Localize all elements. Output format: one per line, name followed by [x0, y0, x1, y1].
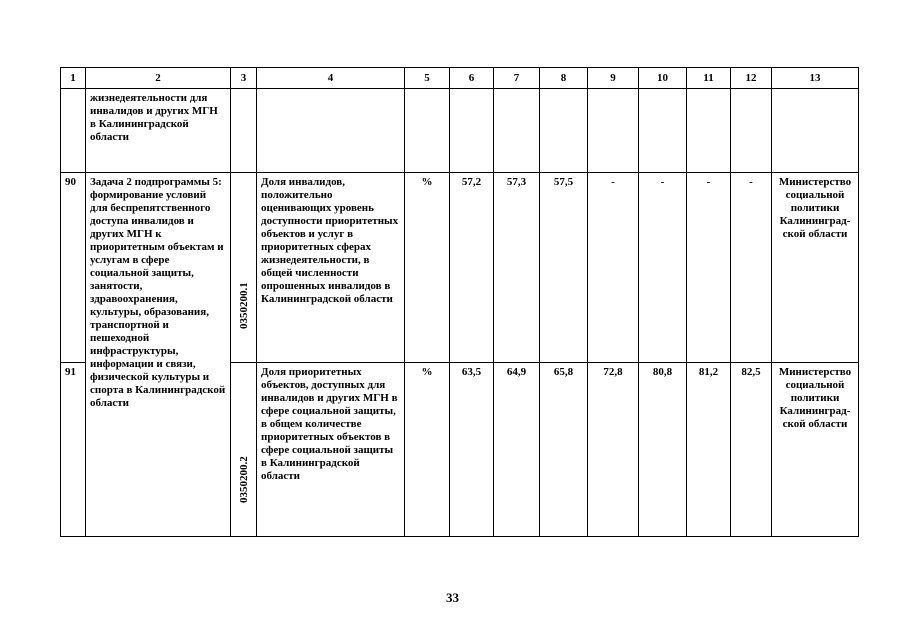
indicator-code: 0350200.2 [231, 363, 257, 537]
value-cell: 72,8 [588, 363, 639, 537]
column-header: 1 [61, 68, 86, 89]
unit: % [405, 363, 450, 537]
value-cell: 80,8 [639, 363, 687, 537]
column-header: 9 [588, 68, 639, 89]
indicator-name: Доля приоритетных объектов, доступных для инвалидов и других МГН в сфере социальной защиты, в общем количестве приоритетных объектов в сфере социальной защиты в Калининградской области [257, 363, 405, 537]
row-number: 91 [61, 363, 86, 537]
value-cell: 57,3 [494, 173, 540, 363]
value-cell: 65,8 [540, 363, 588, 537]
column-header: 6 [450, 68, 494, 89]
value-cell: 63,5 [450, 363, 494, 537]
row-number: 90 [61, 173, 86, 363]
column-header: 5 [405, 68, 450, 89]
indicator-code: 0350200.1 [231, 173, 257, 363]
column-header: 13 [772, 68, 859, 89]
continuation-text: жизнедеятельности для инвалидов и других МГН в Калининградской области [86, 89, 231, 173]
column-header: 4 [257, 68, 405, 89]
value-cell: 81,2 [687, 363, 731, 537]
task-description: Задача 2 подпрограммы 5: формирование условий для беспрепятственного доступа инвалидов и других МГН к приоритетным объектам и услугам в сфере социальной защиты, занятости, здравоохранения, культуры, образования, транспортной и пешеходной инфраструктуры, информации и связи, физической культуры и спорта в Калининградской области [86, 173, 231, 537]
column-header: 12 [731, 68, 772, 89]
column-header: 2 [86, 68, 231, 89]
column-header: 3 [231, 68, 257, 89]
responsible-org: Министерство социальной политики Калининград-ской области [772, 363, 859, 537]
column-header: 7 [494, 68, 540, 89]
header-row [61, 68, 859, 89]
indicators-table [60, 67, 859, 537]
value-cell: - [731, 173, 772, 363]
value-cell: 57,5 [540, 173, 588, 363]
indicator-name: Доля инвалидов, положительно оценивающих уровень доступности приоритетных объектов и услуг в приоритетных сферах жизнедеятельности, в общей численности опрошенных инвалидов в Калининградской области [257, 173, 405, 363]
value-cell: 57,2 [450, 173, 494, 363]
responsible-org: Министерство социальной политики Калининград-ской области [772, 173, 859, 363]
value-cell: 64,9 [494, 363, 540, 537]
value-cell: - [588, 173, 639, 363]
column-header: 10 [639, 68, 687, 89]
unit: % [405, 173, 450, 363]
continuation-row [61, 89, 859, 173]
page-number: 33 [446, 590, 459, 605]
table-row [61, 173, 859, 363]
column-header: 8 [540, 68, 588, 89]
value-cell: - [687, 173, 731, 363]
column-header: 11 [687, 68, 731, 89]
value-cell: - [639, 173, 687, 363]
value-cell: 82,5 [731, 363, 772, 537]
